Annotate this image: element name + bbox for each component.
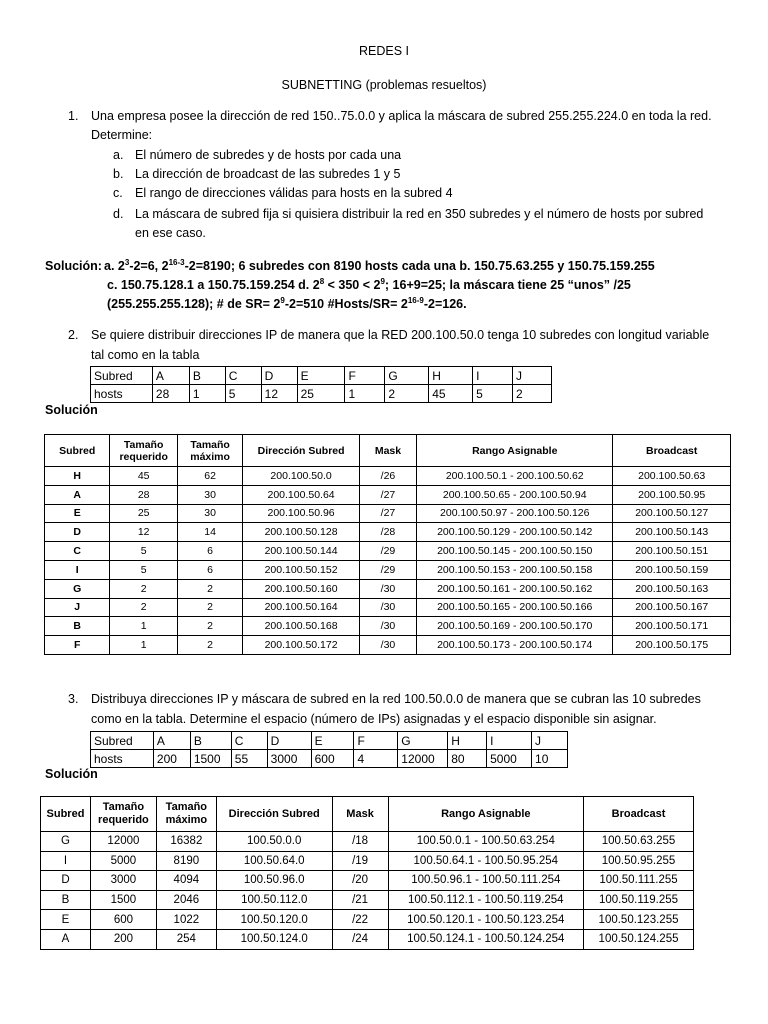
table-cell: 2 — [177, 579, 242, 598]
table-row — [41, 851, 694, 871]
table-cell: 1022 — [156, 910, 216, 930]
table-cell: 5 — [110, 560, 177, 579]
table-cell: 12 — [110, 523, 177, 542]
table-cell: 200 — [90, 929, 156, 949]
table-cell: 200.100.50.171 — [613, 617, 731, 636]
table-cell: 30 — [177, 504, 242, 523]
table-cell: 200.100.50.169 - 200.100.50.170 — [417, 617, 613, 636]
p3-solution-label: Solución — [45, 767, 98, 781]
p1-item-text: La máscara de subred fija si quisiera distribuir la red en 350 subredes y el número de hosts por subred — [135, 207, 704, 221]
table-cell: 1 — [110, 636, 177, 655]
table-cell: /30 — [359, 636, 416, 655]
table-cell: 28 — [110, 485, 177, 504]
p2-given-table — [90, 366, 552, 403]
table-cell: 100.50.124.255 — [584, 929, 694, 949]
table-cell: 200.100.50.63 — [613, 467, 731, 486]
table-row — [45, 598, 731, 617]
table-cell: 200.100.50.161 - 200.100.50.162 — [417, 579, 613, 598]
table-cell: /27 — [359, 485, 416, 504]
table-cell: 4094 — [156, 871, 216, 891]
table-cell: 200.100.50.153 - 200.100.50.158 — [417, 560, 613, 579]
table-cell: 200.100.50.144 — [243, 542, 360, 561]
table-cell: 16382 — [156, 832, 216, 852]
table-cell: 200.100.50.65 - 200.100.50.94 — [417, 485, 613, 504]
table-header-row: Subred Tamaño requerido Tamaño máximo Dirección Subred Mask Rango Asignable Broadcast — [45, 435, 731, 467]
table-cell: 200.100.50.129 - 200.100.50.142 — [417, 523, 613, 542]
table-cell: 2046 — [156, 890, 216, 910]
table-cell: /18 — [332, 832, 388, 852]
subnet-cell: B — [41, 890, 91, 910]
table-cell: 3000 — [90, 871, 156, 891]
table-cell: 6 — [177, 560, 242, 579]
p2-number: 2. — [68, 328, 79, 342]
table-cell: 200.100.50.151 — [613, 542, 731, 561]
table-cell: 200.100.50.128 — [243, 523, 360, 542]
table-cell: 8190 — [156, 851, 216, 871]
table-row — [45, 523, 731, 542]
table-row: hosts 200 1500 55 3000 600 4 12000 80 5000 10 — [91, 750, 568, 768]
table-cell: 14 — [177, 523, 242, 542]
table-cell: 100.50.119.255 — [584, 890, 694, 910]
p1-text-line2: Determine: — [91, 128, 153, 142]
subnet-cell: B — [45, 617, 110, 636]
table-cell: 600 — [90, 910, 156, 930]
table-cell: 25 — [110, 504, 177, 523]
table-row — [45, 504, 731, 523]
document-title: REDES I — [358, 44, 409, 58]
p1-solution-line3: (255.255.255.128); # de $SR= 2^9-2=510$ #Hosts/SR= $2^{16-9}-2=126$. — [107, 296, 467, 311]
table-cell: 1500 — [90, 890, 156, 910]
table-cell: /29 — [359, 542, 416, 561]
table-cell: /30 — [359, 617, 416, 636]
p2-text-line2: tal como en la tabla — [91, 348, 200, 362]
table-cell: 200.100.50.160 — [243, 579, 360, 598]
table-cell: 45 — [110, 467, 177, 486]
table-cell: 5000 — [90, 851, 156, 871]
table-cell: /21 — [332, 890, 388, 910]
table-row — [45, 579, 731, 598]
table-cell: 200.100.50.159 — [613, 560, 731, 579]
table-cell: 2 — [177, 636, 242, 655]
table-cell: 6 — [177, 542, 242, 561]
table-cell: /26 — [359, 467, 416, 486]
table-row — [41, 910, 694, 930]
table-row: hosts 28 1 5 12 25 1 2 45 5 2 — [91, 385, 552, 403]
table-row — [41, 871, 694, 891]
table-cell: 100.50.64.0 — [216, 851, 332, 871]
subnet-cell: G — [41, 832, 91, 852]
table-cell: 12000 — [90, 832, 156, 852]
p3-text-line1: Distribuya direcciones IP y máscara de subred en la red 100.50.0.0 de manera que se cubran las 10 subredes — [91, 692, 701, 706]
table-cell: 100.50.95.255 — [584, 851, 694, 871]
table-row — [45, 617, 731, 636]
p1-solution-label: Solución: — [45, 259, 102, 273]
table-cell: 2 — [110, 598, 177, 617]
table-cell: /22 — [332, 910, 388, 930]
table-cell: 100.50.112.1 - 100.50.119.254 — [388, 890, 584, 910]
table-row — [45, 467, 731, 486]
document-subtitle: SUBNETTING (problemas resueltos) — [281, 78, 487, 92]
subnet-cell: E — [41, 910, 91, 930]
table-row: Subred A B C D E F G H I J — [91, 732, 568, 750]
table-cell: 200.100.50.97 - 200.100.50.126 — [417, 504, 613, 523]
table-cell: 200.100.50.145 - 200.100.50.150 — [417, 542, 613, 561]
table-cell: 100.50.124.0 — [216, 929, 332, 949]
table-cell: /24 — [332, 929, 388, 949]
table-cell: 100.50.0.0 — [216, 832, 332, 852]
table-row: Subred A B C D E F G H I J — [91, 367, 552, 385]
p1-item-text: en ese caso. — [135, 226, 206, 240]
table-cell: /20 — [332, 871, 388, 891]
table-cell: 100.50.63.255 — [584, 832, 694, 852]
p1-item-letter: a. — [113, 148, 124, 162]
subnet-cell: D — [41, 871, 91, 891]
table-cell: 100.50.112.0 — [216, 890, 332, 910]
p2-solution-table — [44, 434, 731, 655]
table-cell: 100.50.123.255 — [584, 910, 694, 930]
table-cell: 100.50.96.0 — [216, 871, 332, 891]
table-cell: 2 — [110, 579, 177, 598]
table-row — [45, 542, 731, 561]
subnet-cell: J — [45, 598, 110, 617]
subnet-cell: G — [45, 579, 110, 598]
table-cell: 2 — [177, 598, 242, 617]
table-cell: 200.100.50.64 — [243, 485, 360, 504]
p1-item-letter: c. — [113, 186, 123, 200]
table-cell: 5 — [110, 542, 177, 561]
table-cell: 100.50.96.1 - 100.50.111.254 — [388, 871, 584, 891]
table-cell: /30 — [359, 598, 416, 617]
table-row — [45, 560, 731, 579]
p2-solution-label: Solución — [45, 403, 98, 417]
subnet-cell: A — [45, 485, 110, 504]
p3-number: 3. — [68, 692, 79, 706]
table-cell: 200.100.50.175 — [613, 636, 731, 655]
table-cell: 200.100.50.163 — [613, 579, 731, 598]
table-cell: /28 — [359, 523, 416, 542]
table-row — [45, 636, 731, 655]
table-cell: 200.100.50.96 — [243, 504, 360, 523]
table-cell: /30 — [359, 579, 416, 598]
table-cell: /27 — [359, 504, 416, 523]
subnet-cell: C — [45, 542, 110, 561]
p1-item-letter: d. — [113, 207, 124, 221]
p3-text-line2: como en la tabla. Determine el espacio (número de IPs) asignadas y el espacio disponible sin asignar. — [91, 712, 657, 726]
subnet-cell: I — [45, 560, 110, 579]
table-cell: /19 — [332, 851, 388, 871]
table-cell: 100.50.120.1 - 100.50.123.254 — [388, 910, 584, 930]
subnet-cell: D — [45, 523, 110, 542]
p3-solution-table — [40, 796, 694, 950]
table-row — [41, 832, 694, 852]
table-cell: 200.100.50.143 — [613, 523, 731, 542]
table-row — [41, 929, 694, 949]
p1-solution-line1: a. $2^3-2=6$, $2^{16-3}-2=8190$; 6 subredes con 8190 hosts cada una b. 150.75.63.255 y 150.75.159.255 — [104, 258, 655, 273]
table-cell: 100.50.0.1 - 100.50.63.254 — [388, 832, 584, 852]
subnet-cell: E — [45, 504, 110, 523]
subnet-cell: F — [45, 636, 110, 655]
table-cell: 200.100.50.127 — [613, 504, 731, 523]
table-row — [41, 890, 694, 910]
table-cell: 200.100.50.165 - 200.100.50.166 — [417, 598, 613, 617]
subnet-cell: A — [41, 929, 91, 949]
p1-item-letter: b. — [113, 167, 124, 181]
subnet-cell: I — [41, 851, 91, 871]
table-cell: 100.50.120.0 — [216, 910, 332, 930]
table-cell: 254 — [156, 929, 216, 949]
p2-text-line1: Se quiere distribuir direcciones IP de manera que la RED 200.100.50.0 tenga 10 subredes con longitud variable — [91, 328, 710, 342]
table-cell: 200.100.50.0 — [243, 467, 360, 486]
p3-given-table — [90, 731, 568, 768]
table-cell: 200.100.50.152 — [243, 560, 360, 579]
table-cell: 1 — [110, 617, 177, 636]
p1-item-text: El número de subredes y de hosts por cada una — [135, 148, 402, 162]
p1-text-line1: Una empresa posee la dirección de red 150..75.0.0 y aplica la máscara de subred 255.255.224.0 en toda la red. — [91, 109, 712, 123]
table-cell: 2 — [177, 617, 242, 636]
table-row — [45, 485, 731, 504]
table-cell: 100.50.124.1 - 100.50.124.254 — [388, 929, 584, 949]
table-cell: 200.100.50.168 — [243, 617, 360, 636]
table-cell: /29 — [359, 560, 416, 579]
p1-solution-line2: c. 150.75.128.1 a 150.75.159.254 d. $2^8 < 350 < 2^9$; 16+9=25; la máscara tiene 25 “unos” /25 — [107, 277, 631, 292]
table-cell: 200.100.50.172 — [243, 636, 360, 655]
subnet-cell: H — [45, 467, 110, 486]
p1-item-text: El rango de direcciones válidas para hosts en la subred 4 — [135, 186, 453, 200]
table-header-row: Subred Tamaño requerido Tamaño máximo Dirección Subred Mask Rango Asignable Broadcast — [41, 797, 694, 832]
table-cell: 200.100.50.173 - 200.100.50.174 — [417, 636, 613, 655]
p1-item-text: La dirección de broadcast de las subredes 1 y 5 — [135, 167, 401, 181]
table-cell: 200.100.50.95 — [613, 485, 731, 504]
table-cell: 200.100.50.167 — [613, 598, 731, 617]
p1-number: 1. — [68, 109, 79, 123]
table-cell: 100.50.64.1 - 100.50.95.254 — [388, 851, 584, 871]
table-cell: 100.50.111.255 — [584, 871, 694, 891]
table-cell: 200.100.50.1 - 200.100.50.62 — [417, 467, 613, 486]
table-cell: 62 — [177, 467, 242, 486]
table-cell: 30 — [177, 485, 242, 504]
table-cell: 200.100.50.164 — [243, 598, 360, 617]
